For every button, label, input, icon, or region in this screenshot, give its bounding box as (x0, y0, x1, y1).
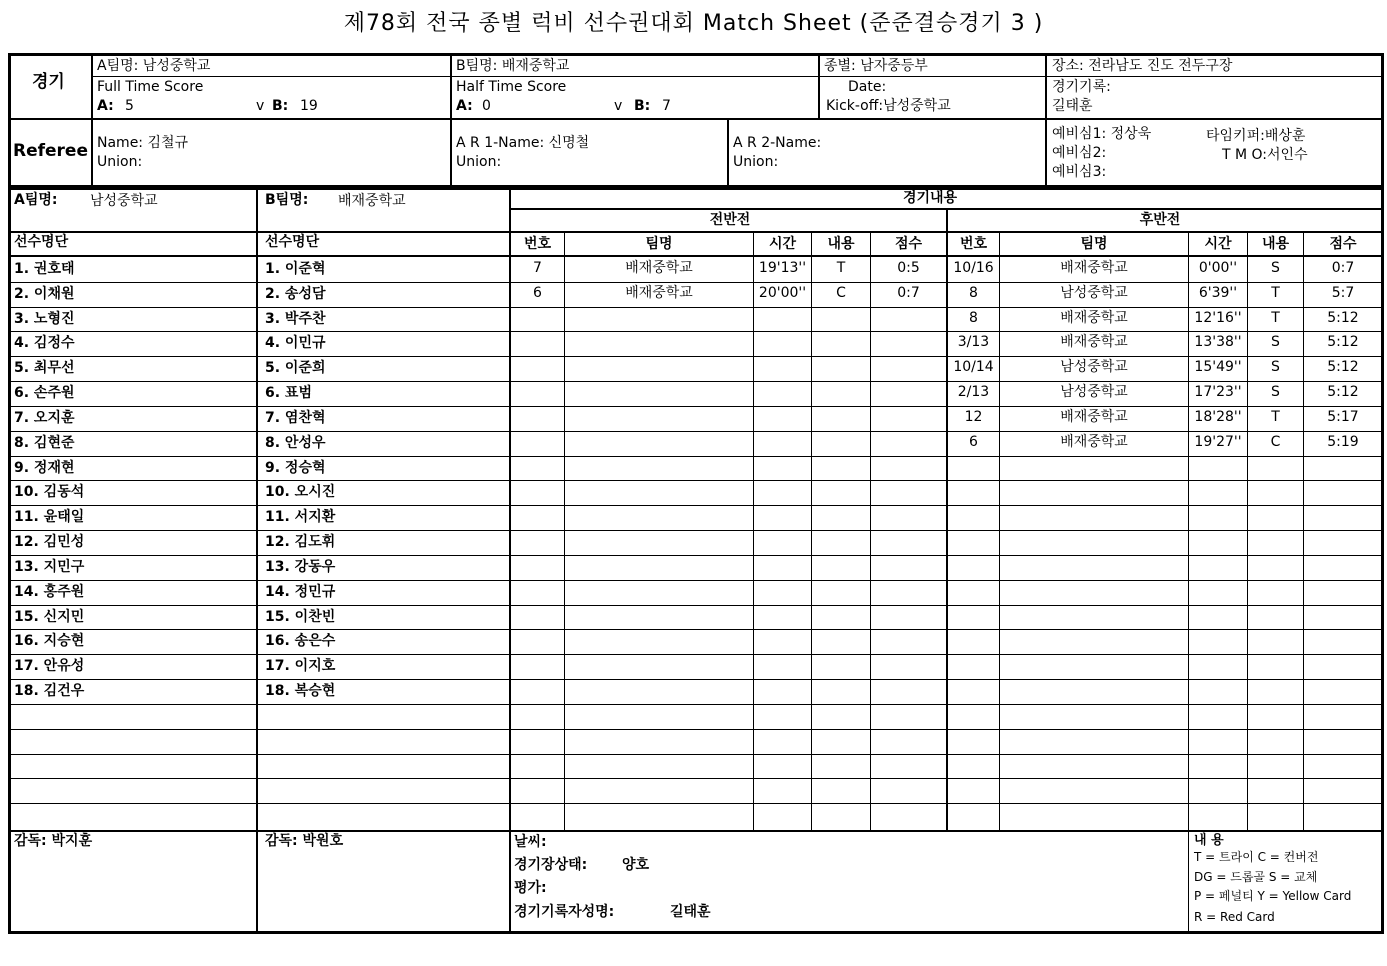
row-divider (8, 406, 1384, 407)
row-divider (8, 803, 1384, 804)
player-entry: 18. 복승현 (265, 683, 336, 699)
player-entry: 9. 정재현 (14, 460, 75, 476)
player-entry: 1. 이준혁 (265, 261, 326, 277)
player-entry: 10. 오시진 (265, 484, 336, 500)
event-no: 8 (969, 285, 978, 301)
event-score: 5:12 (1327, 384, 1359, 400)
row-divider (8, 580, 1384, 581)
event-no: 12 (964, 409, 983, 425)
ar1-union: Union: (456, 154, 502, 170)
recorder-label: 경기기록: (1052, 79, 1111, 95)
row-divider (8, 605, 1384, 606)
player-entry: 15. 이찬빈 (265, 609, 336, 625)
game-label: 경기 (32, 72, 65, 92)
player-entry: 1. 권호태 (14, 261, 75, 277)
ar2-union: Union: (733, 154, 779, 170)
col-header-number-2h: 번호 (959, 236, 988, 252)
player-entry: 9. 정승혁 (265, 460, 326, 476)
row-divider (8, 729, 1384, 730)
category: 종별: 남자중등부 (824, 58, 928, 74)
event-time: 17'23'' (1194, 384, 1242, 400)
row-divider (8, 629, 1384, 630)
player-entry: 11. 윤태일 (14, 509, 85, 525)
legend-line-2: DG = 드롭골 S = 교체 (1194, 870, 1318, 884)
player-entry: 12. 김도휘 (265, 534, 336, 550)
player-entry: 14. 정민규 (265, 584, 336, 600)
event-no: 10/16 (953, 260, 994, 276)
event-no: 10/14 (953, 359, 994, 375)
ar1-name: A R 1-Name: 신명철 (456, 135, 590, 151)
half-time-a-key: A: (456, 98, 473, 114)
full-time-a-key: A: (97, 98, 114, 114)
full-time-v: v (256, 98, 265, 114)
event-time: 13'38'' (1194, 334, 1242, 350)
event-type: S (1271, 334, 1280, 350)
event-team: 남성중학교 (1060, 285, 1128, 301)
event-no: 7 (533, 260, 542, 276)
first-half-label: 전반전 (709, 212, 751, 228)
event-type: T (1271, 285, 1280, 301)
player-entry: 16. 송은수 (265, 633, 336, 649)
page-title: 제78회 전국 종별 럭비 선수권대회 Match Sheet (준준결승경기 3 ) (343, 11, 1044, 36)
event-type: T (1271, 310, 1280, 326)
row-divider (8, 555, 1384, 556)
player-entry: 17. 이지호 (265, 658, 336, 674)
col-header-score-2h: 점수 (1329, 236, 1357, 252)
event-type: S (1271, 260, 1280, 276)
player-entry: 14. 홍주원 (14, 584, 85, 600)
player-entry: 3. 박주찬 (265, 311, 326, 327)
half-time-b-key: B: (634, 98, 651, 114)
tmo: T M O:서인수 (1222, 147, 1308, 163)
reserve-referee-1: 예비심1: 정상욱 (1052, 126, 1152, 142)
row-divider (8, 456, 1384, 457)
event-score: 5:12 (1327, 359, 1359, 375)
player-entry: 5. 최무선 (14, 360, 75, 376)
event-team: 배재중학교 (625, 285, 693, 301)
legend-title: 내 용 (1194, 833, 1224, 848)
event-time: 20'00'' (758, 285, 807, 301)
venue: 장소: 전라남도 진도 전두구장 (1052, 58, 1233, 74)
player-entry: 18. 김건우 (14, 683, 85, 699)
field-condition-value: 양호 (622, 857, 650, 873)
event-score: 5:19 (1327, 434, 1359, 450)
player-entry: 4. 이민규 (265, 335, 326, 351)
half-time-label: Half Time Score (456, 79, 567, 95)
row-divider (8, 654, 1384, 655)
event-time: 19'27'' (1194, 434, 1242, 450)
col-header-time: 시간 (768, 236, 797, 252)
b-team-roster-label: B팀명: (265, 192, 309, 208)
referee-label: Referee (13, 141, 88, 161)
events-title: 경기내용 (902, 190, 958, 206)
event-time: 15'49'' (1194, 359, 1242, 375)
row-divider (8, 679, 1384, 680)
half-time-v: v (614, 98, 623, 114)
col-header-team: 팀명 (645, 236, 673, 252)
player-entry: 7. 오지훈 (14, 410, 75, 426)
event-type: T (836, 260, 846, 276)
kickoff: Kick-off:남성중학교 (826, 98, 951, 114)
event-no: 6 (969, 434, 978, 450)
event-score: 5:12 (1327, 310, 1359, 326)
b-team-roster-name: 배재중학교 (338, 193, 406, 209)
event-score: 0:7 (1331, 260, 1355, 276)
event-team: 배재중학교 (1060, 409, 1128, 425)
row-divider (8, 381, 1384, 382)
player-entry: 4. 김정수 (14, 335, 75, 351)
player-entry: 7. 염찬혁 (265, 410, 326, 426)
player-entry: 2. 이채원 (14, 286, 75, 302)
signer-name: 길태훈 (670, 904, 711, 920)
player-entry: 11. 서지환 (265, 509, 336, 525)
referee-union: Union: (97, 154, 143, 170)
half-time-a-score: 0 (482, 98, 491, 114)
event-time: 19'13'' (758, 260, 807, 276)
reserve-referee-2: 예비심2: (1052, 145, 1107, 161)
col-header-type: 내용 (827, 236, 855, 252)
event-time: 18'28'' (1194, 409, 1242, 425)
signer-label: 경기기록자성명: (514, 904, 615, 920)
col-header-score: 점수 (894, 236, 923, 252)
b-team-name: B팀명: 배재중학교 (456, 58, 570, 74)
row-divider (8, 431, 1384, 432)
event-no: 2/13 (957, 384, 990, 400)
event-time: 6'39'' (1198, 285, 1238, 301)
player-entry: 16. 지승현 (14, 633, 85, 649)
event-team: 배재중학교 (625, 260, 693, 276)
second-half-label: 후반전 (1139, 212, 1181, 228)
player-entry: 8. 안성우 (265, 435, 326, 451)
player-entry: 13. 강동우 (265, 559, 336, 575)
event-team: 배재중학교 (1060, 334, 1128, 350)
player-entry: 3. 노형진 (14, 311, 75, 327)
row-divider (8, 282, 1384, 283)
row-divider (8, 704, 1384, 705)
event-type: C (836, 285, 846, 301)
reserve-referee-3: 예비심3: (1052, 164, 1107, 180)
event-type: S (1271, 359, 1280, 375)
field-condition-label: 경기장상태: (514, 857, 588, 873)
full-time-label: Full Time Score (97, 79, 204, 95)
evaluation: 평가: (514, 880, 547, 896)
event-time: 0'00'' (1198, 260, 1238, 276)
event-team: 배재중학교 (1060, 260, 1128, 276)
col-header-time-2h: 시간 (1204, 236, 1232, 252)
event-team: 남성중학교 (1060, 359, 1128, 375)
event-no: 3/13 (957, 334, 990, 350)
event-type: S (1271, 384, 1280, 400)
event-score: 0:7 (897, 285, 920, 301)
col-header-team-2h: 팀명 (1080, 236, 1108, 252)
b-roster-header: 선수명단 (265, 234, 320, 250)
row-divider (8, 505, 1384, 506)
event-team: 배재중학교 (1060, 310, 1128, 326)
legend-line-1: T = 트라이 C = 컨버전 (1194, 850, 1319, 864)
event-team: 남성중학교 (1060, 384, 1128, 400)
col-header-number: 번호 (523, 236, 552, 252)
player-entry: 8. 김현준 (14, 435, 75, 451)
row-divider (8, 778, 1384, 779)
player-entry: 17. 안유성 (14, 658, 85, 674)
player-entry: 13. 지민구 (14, 559, 85, 575)
half-time-b-score: 7 (662, 98, 671, 114)
full-time-b-score: 19 (300, 98, 318, 114)
coach-b-label: 감독: 박원호 (265, 833, 344, 849)
player-entry: 12. 김민성 (14, 534, 85, 550)
full-time-b-key: B: (272, 98, 289, 114)
event-score: 5:7 (1331, 285, 1355, 301)
match-date: Date: (848, 79, 887, 95)
event-type: T (1271, 409, 1280, 425)
event-score: 5:12 (1327, 334, 1359, 350)
full-time-a-score: 5 (125, 98, 134, 114)
event-score: 5:17 (1327, 409, 1359, 425)
legend-line-3: P = 페널티 Y = Yellow Card (1194, 889, 1352, 903)
player-entry: 5. 이준희 (265, 360, 326, 376)
event-type: C (1270, 434, 1281, 450)
row-divider (8, 356, 1384, 357)
weather: 날씨: (514, 834, 547, 850)
a-team-name: A팀명: 남성중학교 (97, 58, 211, 74)
col-header-type-2h: 내용 (1261, 236, 1290, 252)
a-team-roster-name: 남성중학교 (90, 193, 158, 209)
a-roster-header: 선수명단 (14, 234, 69, 250)
recorder-name: 길태훈 (1052, 98, 1093, 114)
legend-line-4: R = Red Card (1194, 910, 1275, 924)
ar2-name: A R 2-Name: (733, 135, 822, 151)
player-entry: 15. 신지민 (14, 609, 85, 625)
player-entry: 10. 김동석 (14, 484, 85, 500)
player-entry: 6. 표범 (265, 385, 312, 401)
player-entry: 2. 송성담 (265, 286, 326, 302)
referee-name: Name: 김철규 (97, 135, 189, 151)
row-divider (8, 530, 1384, 531)
timekeeper: 타임키퍼:배상훈 (1206, 128, 1306, 144)
player-entry: 6. 손주원 (14, 385, 75, 401)
event-no: 8 (969, 310, 978, 326)
coach-a-label: 감독: 박지훈 (14, 833, 93, 849)
event-no: 6 (533, 285, 542, 301)
row-divider (8, 480, 1384, 481)
event-team: 배재중학교 (1060, 434, 1128, 450)
event-score: 0:5 (897, 260, 920, 276)
event-time: 12'16'' (1194, 310, 1242, 326)
row-divider (8, 331, 1384, 332)
row-divider (8, 754, 1384, 755)
row-divider (8, 307, 1384, 308)
a-team-roster-label: A팀명: (14, 192, 58, 208)
